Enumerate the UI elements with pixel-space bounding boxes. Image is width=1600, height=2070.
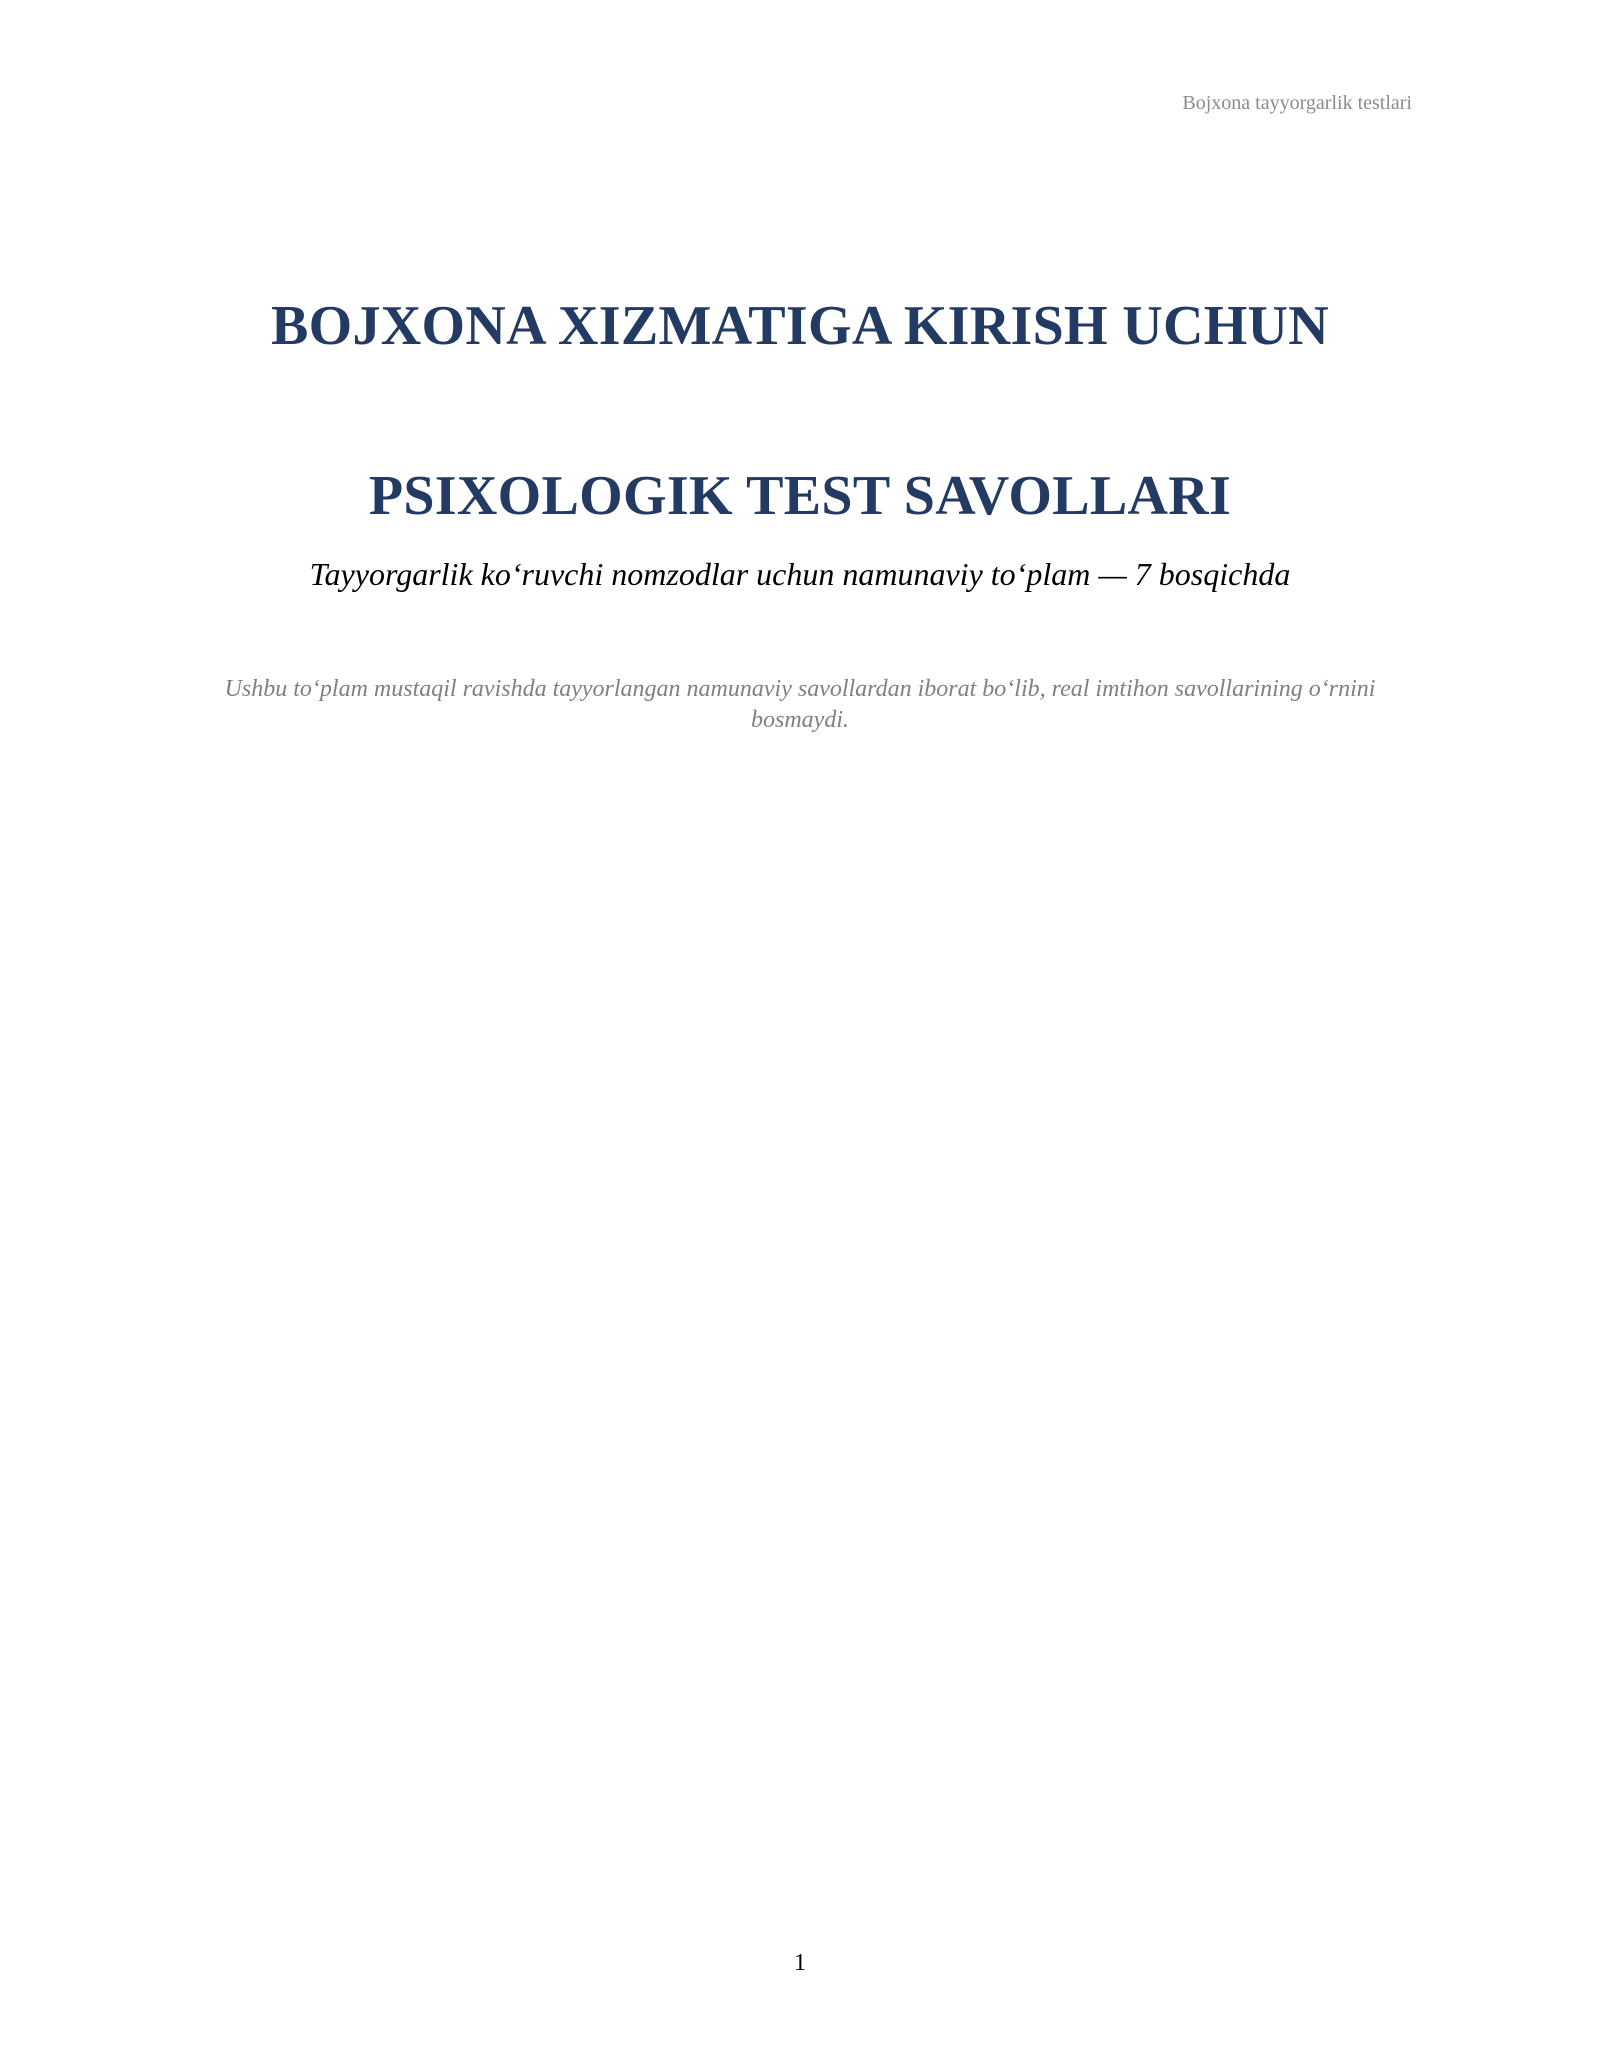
running-header: Bojxona tayyorgarlik testlari bbox=[1182, 92, 1412, 114]
title-line-1: BOJXONA XIZMATIGA KIRISH UCHUN bbox=[270, 295, 1330, 357]
disclaimer-note: Ushbu to‘plam mustaqil ravishda tayyorlangan namunaviy savollardan iborat bo‘lib, real imtihon savollarining o‘rnini bosmaydi. bbox=[224, 676, 1376, 733]
subtitle: Tayyorgarlik ko‘ruvchi nomzodlar uchun namunaviy to‘plam — 7 bosqichda bbox=[309, 556, 1291, 592]
page-number: 1 bbox=[794, 1950, 806, 1976]
title-line-2: PSIXOLOGIK TEST SAVOLLARI bbox=[368, 465, 1232, 527]
